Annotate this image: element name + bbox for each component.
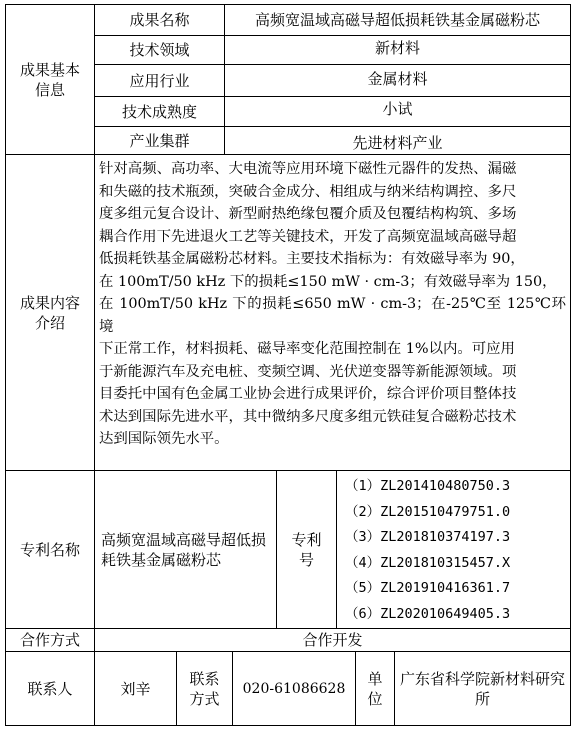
patent-name: 高频宽温域高磁导超低损耗铁基金属磁粉芯 [94, 470, 277, 629]
cooperation-value: 合作开发 [94, 628, 571, 652]
intro-line: 下正常工作，材料损耗、磁导率变化范围控制在 1%以内。可应用 [99, 341, 515, 357]
basic-info-label-text: 成果基本信息 [20, 60, 81, 99]
patent-number-item: （6）ZL202010649405.3 [345, 605, 511, 622]
field-label-achievement-name: 成果名称 [94, 4, 225, 36]
intro-line: 于新能源汽车及充电桩、变频空调、光伏逆变器等新能源领域。项 [99, 363, 517, 380]
field-value-tech-domain: 新材料 [224, 35, 571, 65]
patent-number-item: （1）ZL201410480750.3 [345, 478, 511, 494]
contact-name: 刘辛 [94, 651, 177, 726]
intro-line: 耦合作用下先进退火工艺等关键技术，开发了高频宽温域高磁导超 [99, 228, 517, 245]
intro-line: 目委托中国有色金属工业协会进行成果评价，综合评价项目整体技 [99, 386, 517, 402]
contact-label: 联系人 [5, 651, 95, 726]
contact-method-label: 联系方式 [176, 651, 233, 726]
intro-description [94, 154, 571, 471]
achievement-info-table [5, 4, 571, 726]
field-value-maturity: 小试 [224, 96, 571, 127]
intro-line: 低损耗铁基金属磁粉芯材料。主要技术指标为：有效磁导率为 90， [99, 251, 525, 267]
field-value-industry-cluster: 先进材料产业 [224, 126, 571, 155]
unit-label: 单位 [355, 651, 395, 726]
patent-number-list [336, 470, 571, 629]
field-label-industry-cluster: 产业集群 [94, 126, 225, 155]
cooperation-label: 合作方式 [5, 628, 95, 652]
intro-line: 在 100mT/50 kHz 下的损耗≤150 mW · cm-3；有效磁导率为 150， [99, 273, 557, 290]
basic-info-section-label [5, 4, 95, 155]
field-value-achievement-name: 高频宽温域高磁导超低损耗铁基金属磁粉芯 [224, 4, 571, 36]
intro-line: 和失磁的技术瓶颈，突破合金成分、相组成与纳米结构调控、多尺 [99, 183, 517, 200]
patent-number-label: 专利号 [276, 470, 337, 629]
patent-number-item: （2）ZL201510479751.0 [345, 503, 511, 520]
patent-number-item: （4）ZL201810315457.X [345, 554, 511, 571]
unit-value: 广东省科学院新材料研究所 [394, 651, 571, 726]
field-label-tech-domain: 技术领域 [94, 35, 225, 65]
field-label-industry: 应用行业 [94, 64, 225, 97]
intro-line: 达到国际领先水平。 [99, 431, 229, 447]
patent-number-item: （3）ZL201810374197.3 [345, 529, 511, 546]
patent-section-label: 专利名称 [5, 470, 95, 629]
intro-line: 度多组元复合设计、新型耐热绝缘包覆介质及包覆结构构筑、多场 [99, 206, 517, 222]
intro-line: 在 100mT/50 kHz 下的损耗≤650 mW · cm-3；在-25℃至 125℃环境 [99, 296, 566, 335]
contact-phone: 020-61086628 [232, 651, 356, 726]
field-value-industry: 金属材料 [224, 64, 571, 97]
intro-section-label: 成果内容介绍 [5, 154, 95, 471]
patent-number-item: （5）ZL201910416361.7 [345, 580, 511, 597]
field-label-maturity: 技术成熟度 [94, 96, 225, 127]
intro-line: 针对高频、高功率、大电流等应用环境下磁性元器件的发热、漏磁 [99, 161, 517, 177]
intro-line: 术达到国际先进水平，其中微纳多尺度多组元铁硅复合磁粉芯技术 [99, 408, 517, 425]
